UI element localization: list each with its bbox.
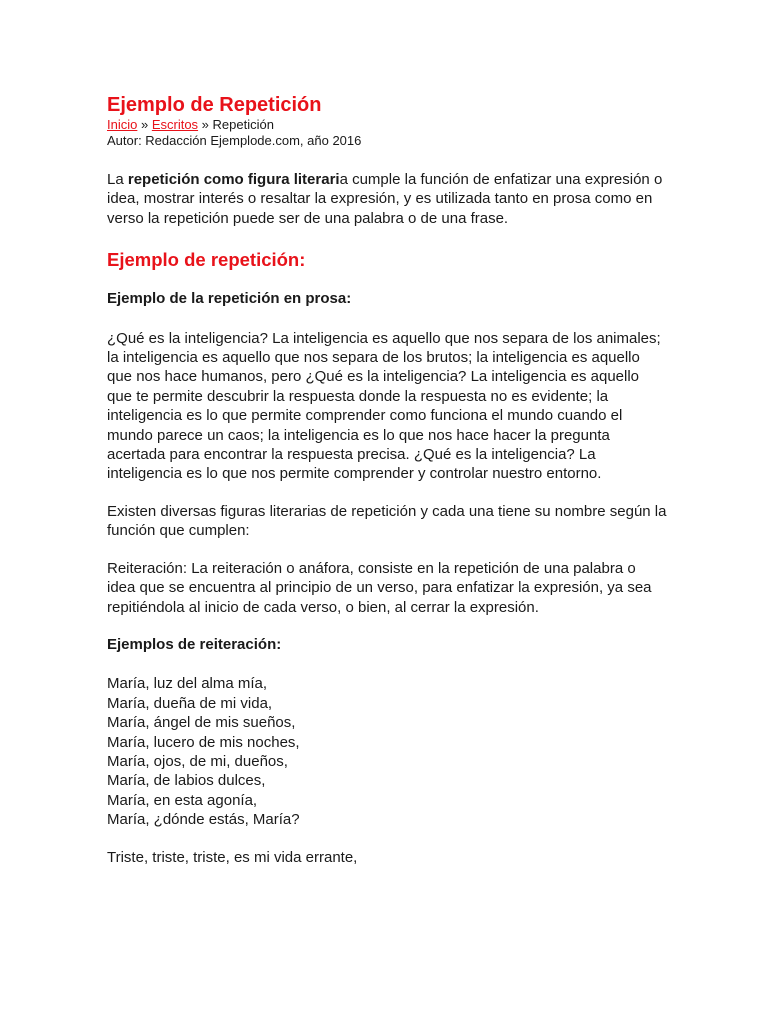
reiteration-paragraph: Reiteración: La reiteración o anáfora, consiste en la repetición de una palabra o idea que se encuentra al principio de un verso, para enfatizar la expresión, ya sea repitiéndola al inicio de cada verso, o bien, al cerrar la expresión. (107, 559, 652, 616)
examples-heading: Ejemplos de reiteración: (107, 635, 282, 653)
breadcrumb-section-link[interactable]: Escritos (151, 117, 199, 132)
intro-bold: repetición como figura literari (127, 171, 340, 188)
breadcrumb-separator: » (137, 117, 152, 132)
verse-line: María, ojos, de mi, dueños, (107, 752, 288, 770)
breadcrumb-home-link[interactable]: Inicio (107, 117, 138, 132)
verse-line: María, ángel de mis sueños, (107, 714, 296, 732)
figures-paragraph: Existen diversas figuras literarias de repetición y cada una tiene su nombre según la función que cumplen: (107, 502, 667, 540)
article (107, 93, 667, 867)
verse-list (107, 674, 667, 829)
prose-paragraph: ¿Qué es la inteligencia? La inteligencia es aquello que nos separa de los animales; la inteligencia es aquello que nos separa de los brutos; la inteligencia es aquello que nos hace humanos, pero ¿Qué es la inteligencia? La inteligencia es aquello que te permite descubrir la respuesta donde la respuesta no es evidente; la inteligencia es lo que permite comprender como funciona el mundo cuando el mundo parece un caos; la inteligencia es lo que nos hace hacer la pregunta acertada para encontrar la respuesta precisa. ¿Qué es la inteligencia? La inteligencia es lo que nos permite comprender y controlar nuestro entorno. (107, 329, 661, 483)
verse-line: María, ¿dónde estás, María? (107, 811, 300, 829)
verse-line: María, lucero de mis noches, (107, 733, 300, 751)
page-title: Ejemplo de Repetición (107, 94, 322, 116)
intro-post: a cumple la función de enfatizar una expresión o idea, mostrar interés o resaltar la expresión, y es utilizada tanto en prosa como en verso la repetición puede ser de una palabra o de una frase. (107, 171, 663, 227)
intro-pre: La (107, 171, 128, 188)
section-heading: Ejemplo de repetición: (107, 249, 306, 271)
verse-line: María, luz del alma mía, (107, 675, 268, 693)
verse-line: María, en esta agonía, (107, 791, 258, 809)
breadcrumb-separator: » (198, 117, 213, 132)
last-verse-line: Triste, triste, triste, es mi vida errante, (107, 848, 358, 866)
intro-paragraph (107, 170, 667, 228)
verse-line: María, dueña de mi vida, (107, 694, 273, 712)
verse-line: María, de labios dulces, (107, 772, 266, 790)
breadcrumb-current: Repetición (212, 117, 274, 132)
author-line: Autor: Redacción Ejemplode.com, año 2016 (107, 133, 362, 148)
breadcrumb (107, 117, 667, 133)
prose-heading: Ejemplo de la repetición en prosa: (107, 290, 352, 308)
